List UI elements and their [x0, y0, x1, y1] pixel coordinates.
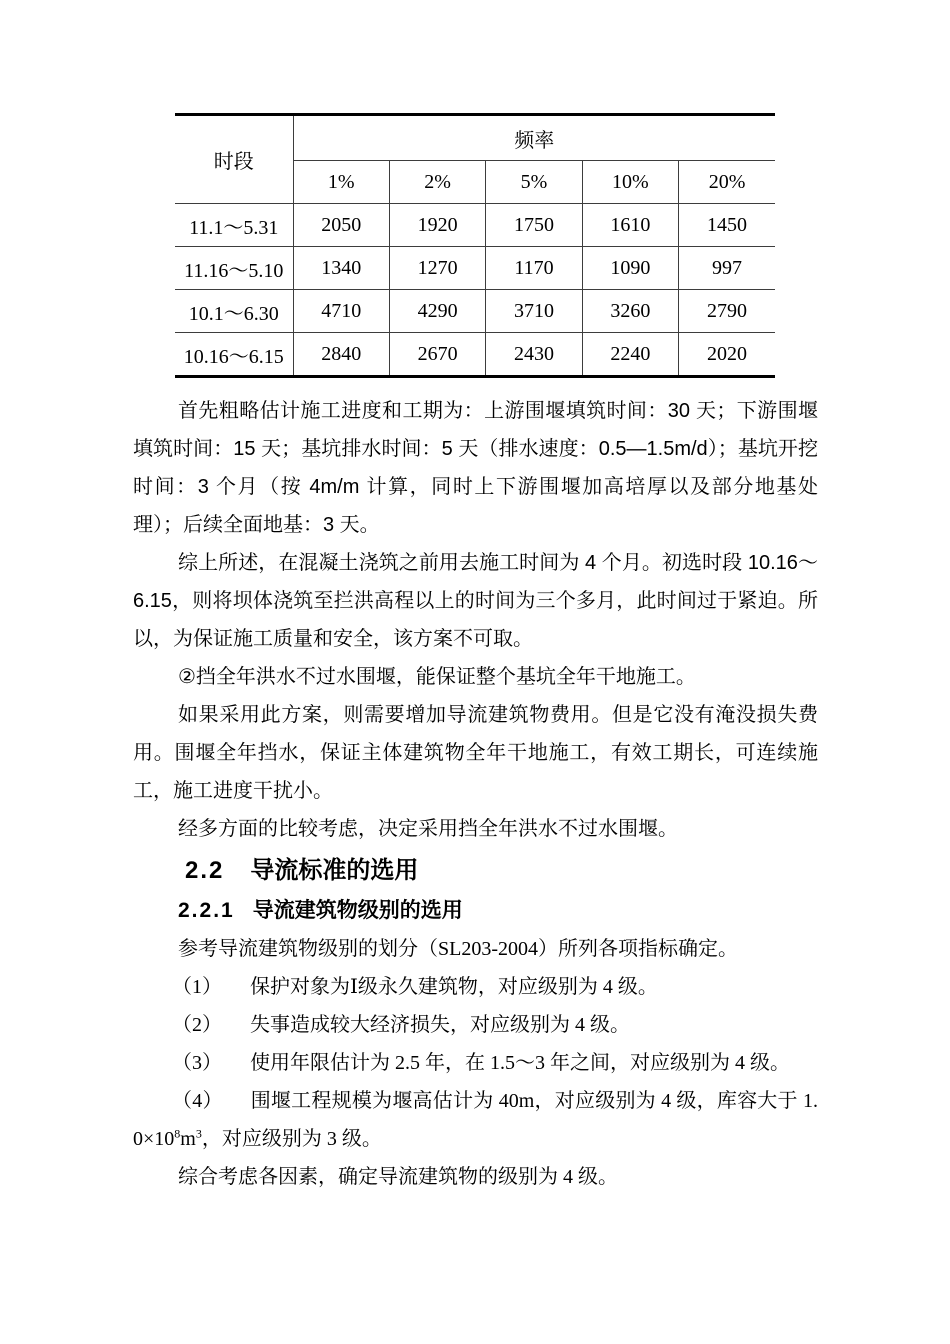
list-item-3	[133, 1044, 818, 1082]
list-item-text-pre: 围堰工程规模为堰高估计为 40m，对应级别为 4 级，库容大于 1. 0×10	[133, 1090, 818, 1150]
value-cell: 2790	[679, 290, 775, 333]
table-row	[175, 204, 775, 247]
percent-header-cell: 2%	[389, 161, 485, 204]
percent-header-cell: 1%	[293, 161, 389, 204]
list-item-number: （3）	[172, 1052, 222, 1074]
subsection-title: 导流建筑物级别的选用	[252, 899, 463, 922]
value-cell: 2050	[293, 204, 389, 247]
value-cell: 3710	[486, 290, 582, 333]
subsection-heading-2-2-1	[133, 896, 818, 926]
period-header-cell: 时段	[175, 115, 293, 204]
period-cell: 10.1～6.30	[175, 290, 293, 333]
section-title: 导流标准的选用	[250, 857, 419, 884]
frequency-table	[175, 113, 775, 378]
value-cell: 2430	[486, 333, 582, 377]
value-cell: 1450	[679, 204, 775, 247]
superscript-exponent: 8	[174, 1126, 181, 1141]
percent-header-cell: 20%	[679, 161, 775, 204]
paragraph-summary-reject: 综上所述，在混凝土浇筑之前用去施工时间为 4 个月。初选时段 10.16～6.15，则将坝体浇筑至拦洪高程以上的时间为三个多月，此时间过于紧迫。所以，为保证施工质量和安全，该方案不可取。	[133, 552, 818, 650]
list-item-number: （4）	[172, 1090, 223, 1112]
value-cell: 1170	[486, 247, 582, 290]
table-row	[175, 290, 775, 333]
table-header-row-1	[175, 115, 775, 161]
value-cell: 2020	[679, 333, 775, 377]
value-cell: 1920	[389, 204, 485, 247]
paragraph-schedule-estimate: 首先粗略估计施工进度和工期为：上游围堰填筑时间：30 天；下游围堰填筑时间：15 天；基坑排水时间：5 天（排水速度：0.5—1.5m/d）；基坑开挖时间：3 个月（按 4m/m 计算，同时上下游围堰加高培厚以及部分地基处理）；后续全面地基：3 天。	[133, 400, 818, 536]
percent-header-cell: 10%	[582, 161, 678, 204]
superscript-cubed: 3	[195, 1126, 202, 1141]
value-cell: 2840	[293, 333, 389, 377]
list-item-text	[133, 1090, 818, 1150]
paragraph-option2-analysis: 如果采用此方案，则需要增加导流建筑物费用。但是它没有淹没损失费用。围堰全年挡水，保证主体建筑物全年干地施工，有效工期长，可连续施工，施工进度干扰小。	[133, 704, 818, 802]
paragraph-option2: ②挡全年洪水不过水围堰，能保证整个基坑全年干地施工。	[178, 666, 696, 688]
period-cell: 11.16～5.10	[175, 247, 293, 290]
percent-header-cell: 5%	[486, 161, 582, 204]
section-heading-2-2	[133, 854, 818, 888]
table-row	[175, 333, 775, 377]
list-item-1	[133, 968, 818, 1006]
section-number: 2.2	[185, 857, 225, 884]
value-cell: 2240	[582, 333, 678, 377]
frequency-header-cell: 频率	[293, 115, 775, 161]
value-cell: 1270	[389, 247, 485, 290]
value-cell: 1610	[582, 204, 678, 247]
value-cell: 1090	[582, 247, 678, 290]
list-item-text: 保护对象为Ⅰ级永久建筑物，对应级别为 4 级。	[250, 976, 658, 998]
list-item-text-post: ，对应级别为 3 级。	[201, 1128, 382, 1150]
value-cell: 4710	[293, 290, 389, 333]
value-cell: 997	[679, 247, 775, 290]
list-item-4	[133, 1082, 818, 1158]
value-cell: 3260	[582, 290, 678, 333]
paragraph-reference-standard: 参考导流建筑物级别的划分（SL203-2004）所列各项指标确定。	[178, 938, 738, 960]
table-row	[175, 247, 775, 290]
list-item-text: 使用年限估计为 2.5 年，在 1.5～3 年之间，对应级别为 4 级。	[250, 1052, 790, 1074]
list-item-number: （1）	[172, 976, 222, 998]
subsection-number: 2.2.1	[178, 899, 235, 922]
period-cell: 10.16～6.15	[175, 333, 293, 377]
value-cell: 1340	[293, 247, 389, 290]
paragraph-decision: 经多方面的比较考虑，决定采用挡全年洪水不过水围堰。	[178, 818, 678, 840]
paragraph-conclusion: 综合考虑各因素，确定导流建筑物的级别为 4 级。	[178, 1166, 618, 1188]
list-item-number: （2）	[172, 1014, 222, 1036]
list-item-text: 失事造成较大经济损失，对应级别为 4 级。	[250, 1014, 630, 1036]
value-cell: 4290	[389, 290, 485, 333]
list-item-2	[133, 1006, 818, 1044]
period-cell: 11.1～5.31	[175, 204, 293, 247]
unit-m: m	[180, 1128, 196, 1150]
value-cell: 2670	[389, 333, 485, 377]
value-cell: 1750	[486, 204, 582, 247]
